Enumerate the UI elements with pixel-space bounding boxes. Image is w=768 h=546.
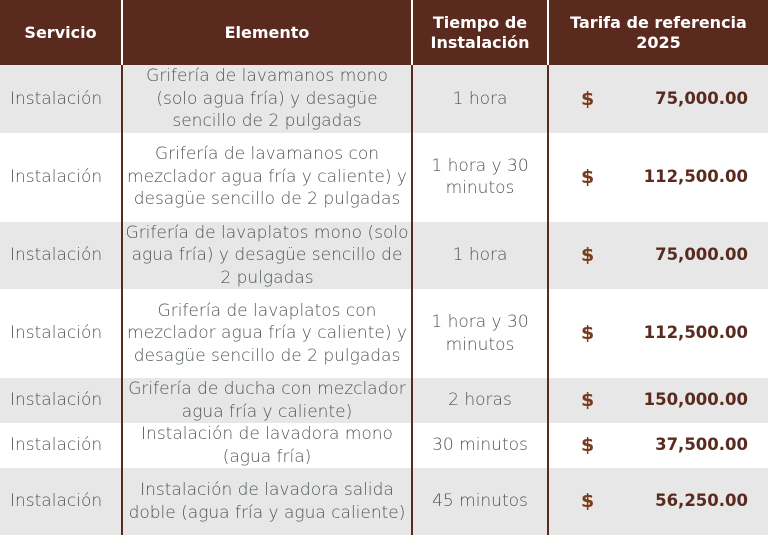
cell-tiempo: 30 minutos <box>412 423 548 468</box>
price-amount: 112,500.00 <box>643 323 748 343</box>
elemento-text: Grifería de ducha con mezclador agua fría y caliente) <box>128 379 406 422</box>
header-elemento: Elemento <box>122 0 412 65</box>
table-header <box>0 0 768 65</box>
table-row <box>0 378 768 423</box>
table-row <box>0 222 768 290</box>
cell-servicio: Instalación <box>0 423 122 468</box>
dollar-sign: $ <box>581 244 595 266</box>
cell-elemento <box>122 65 412 133</box>
cell-tarifa <box>548 289 768 378</box>
cell-servicio: Instalación <box>0 222 122 290</box>
cell-elemento <box>122 378 412 423</box>
cell-elemento <box>122 222 412 290</box>
header-row <box>0 0 768 65</box>
elemento-text: Grifería de lavamanos con mezclador agua fría y caliente) y desagüe sencillo de 2 pulgadas <box>127 144 407 210</box>
elemento-text: Instalación de lavadora salida doble (agua fría y agua caliente) <box>128 480 406 523</box>
header-servicio: Servicio <box>0 0 122 65</box>
dollar-sign: $ <box>581 165 595 188</box>
cell-elemento <box>122 423 412 468</box>
price-amount: 112,500.00 <box>643 166 748 186</box>
cell-tiempo: 1 hora <box>412 65 548 133</box>
cell-servicio: Instalación <box>0 133 122 222</box>
cell-tiempo: 45 minutos <box>412 468 548 535</box>
price-amount: 37,500.00 <box>655 435 748 455</box>
price-amount: 75,000.00 <box>655 88 748 108</box>
header-tarifa: Tarifa de referencia 2025 <box>548 0 768 65</box>
cell-servicio: Instalación <box>0 378 122 423</box>
elemento-text: Grifería de lavamanos mono (solo agua fría) y desagüe sencillo de 2 pulgadas <box>146 66 388 131</box>
cell-tarifa <box>548 378 768 423</box>
table-row <box>0 133 768 222</box>
dollar-sign: $ <box>581 490 595 513</box>
dollar-sign: $ <box>581 434 595 457</box>
table-body <box>0 65 768 535</box>
header-tiempo: Tiempo de Instalación <box>412 0 548 65</box>
cell-tarifa <box>548 468 768 535</box>
cell-servicio: Instalación <box>0 289 122 378</box>
cell-elemento <box>122 133 412 222</box>
cell-tiempo: 1 hora y 30 minutos <box>412 133 548 222</box>
table-row <box>0 468 768 535</box>
cell-tarifa <box>548 65 768 133</box>
elemento-text: Grifería de lavaplatos mono (solo agua fría) y desagüe sencillo de 2 pulgadas <box>125 222 409 288</box>
cell-tiempo: 1 hora <box>412 222 548 290</box>
cell-elemento <box>122 289 412 378</box>
cell-tarifa <box>548 222 768 290</box>
elemento-text: Instalación de lavadora mono (agua fría) <box>141 424 393 467</box>
price-amount: 150,000.00 <box>643 390 748 410</box>
cell-tiempo: 2 horas <box>412 378 548 423</box>
price-amount: 56,250.00 <box>655 491 748 511</box>
dollar-sign: $ <box>581 389 595 412</box>
table-row <box>0 289 768 378</box>
cell-servicio: Instalación <box>0 65 122 133</box>
cell-tarifa <box>548 423 768 468</box>
elemento-text: Grifería de lavaplatos con mezclador agua fría y caliente) y desagüe sencillo de 2 pulgadas <box>127 300 407 366</box>
table-row <box>0 423 768 468</box>
cell-servicio: Instalación <box>0 468 122 535</box>
dollar-sign: $ <box>581 87 595 110</box>
cell-elemento <box>122 468 412 535</box>
price-amount: 75,000.00 <box>655 245 748 264</box>
cell-tiempo: 1 hora y 30 minutos <box>412 289 548 378</box>
cell-tarifa <box>548 133 768 222</box>
dollar-sign: $ <box>581 322 595 345</box>
table-row <box>0 65 768 133</box>
